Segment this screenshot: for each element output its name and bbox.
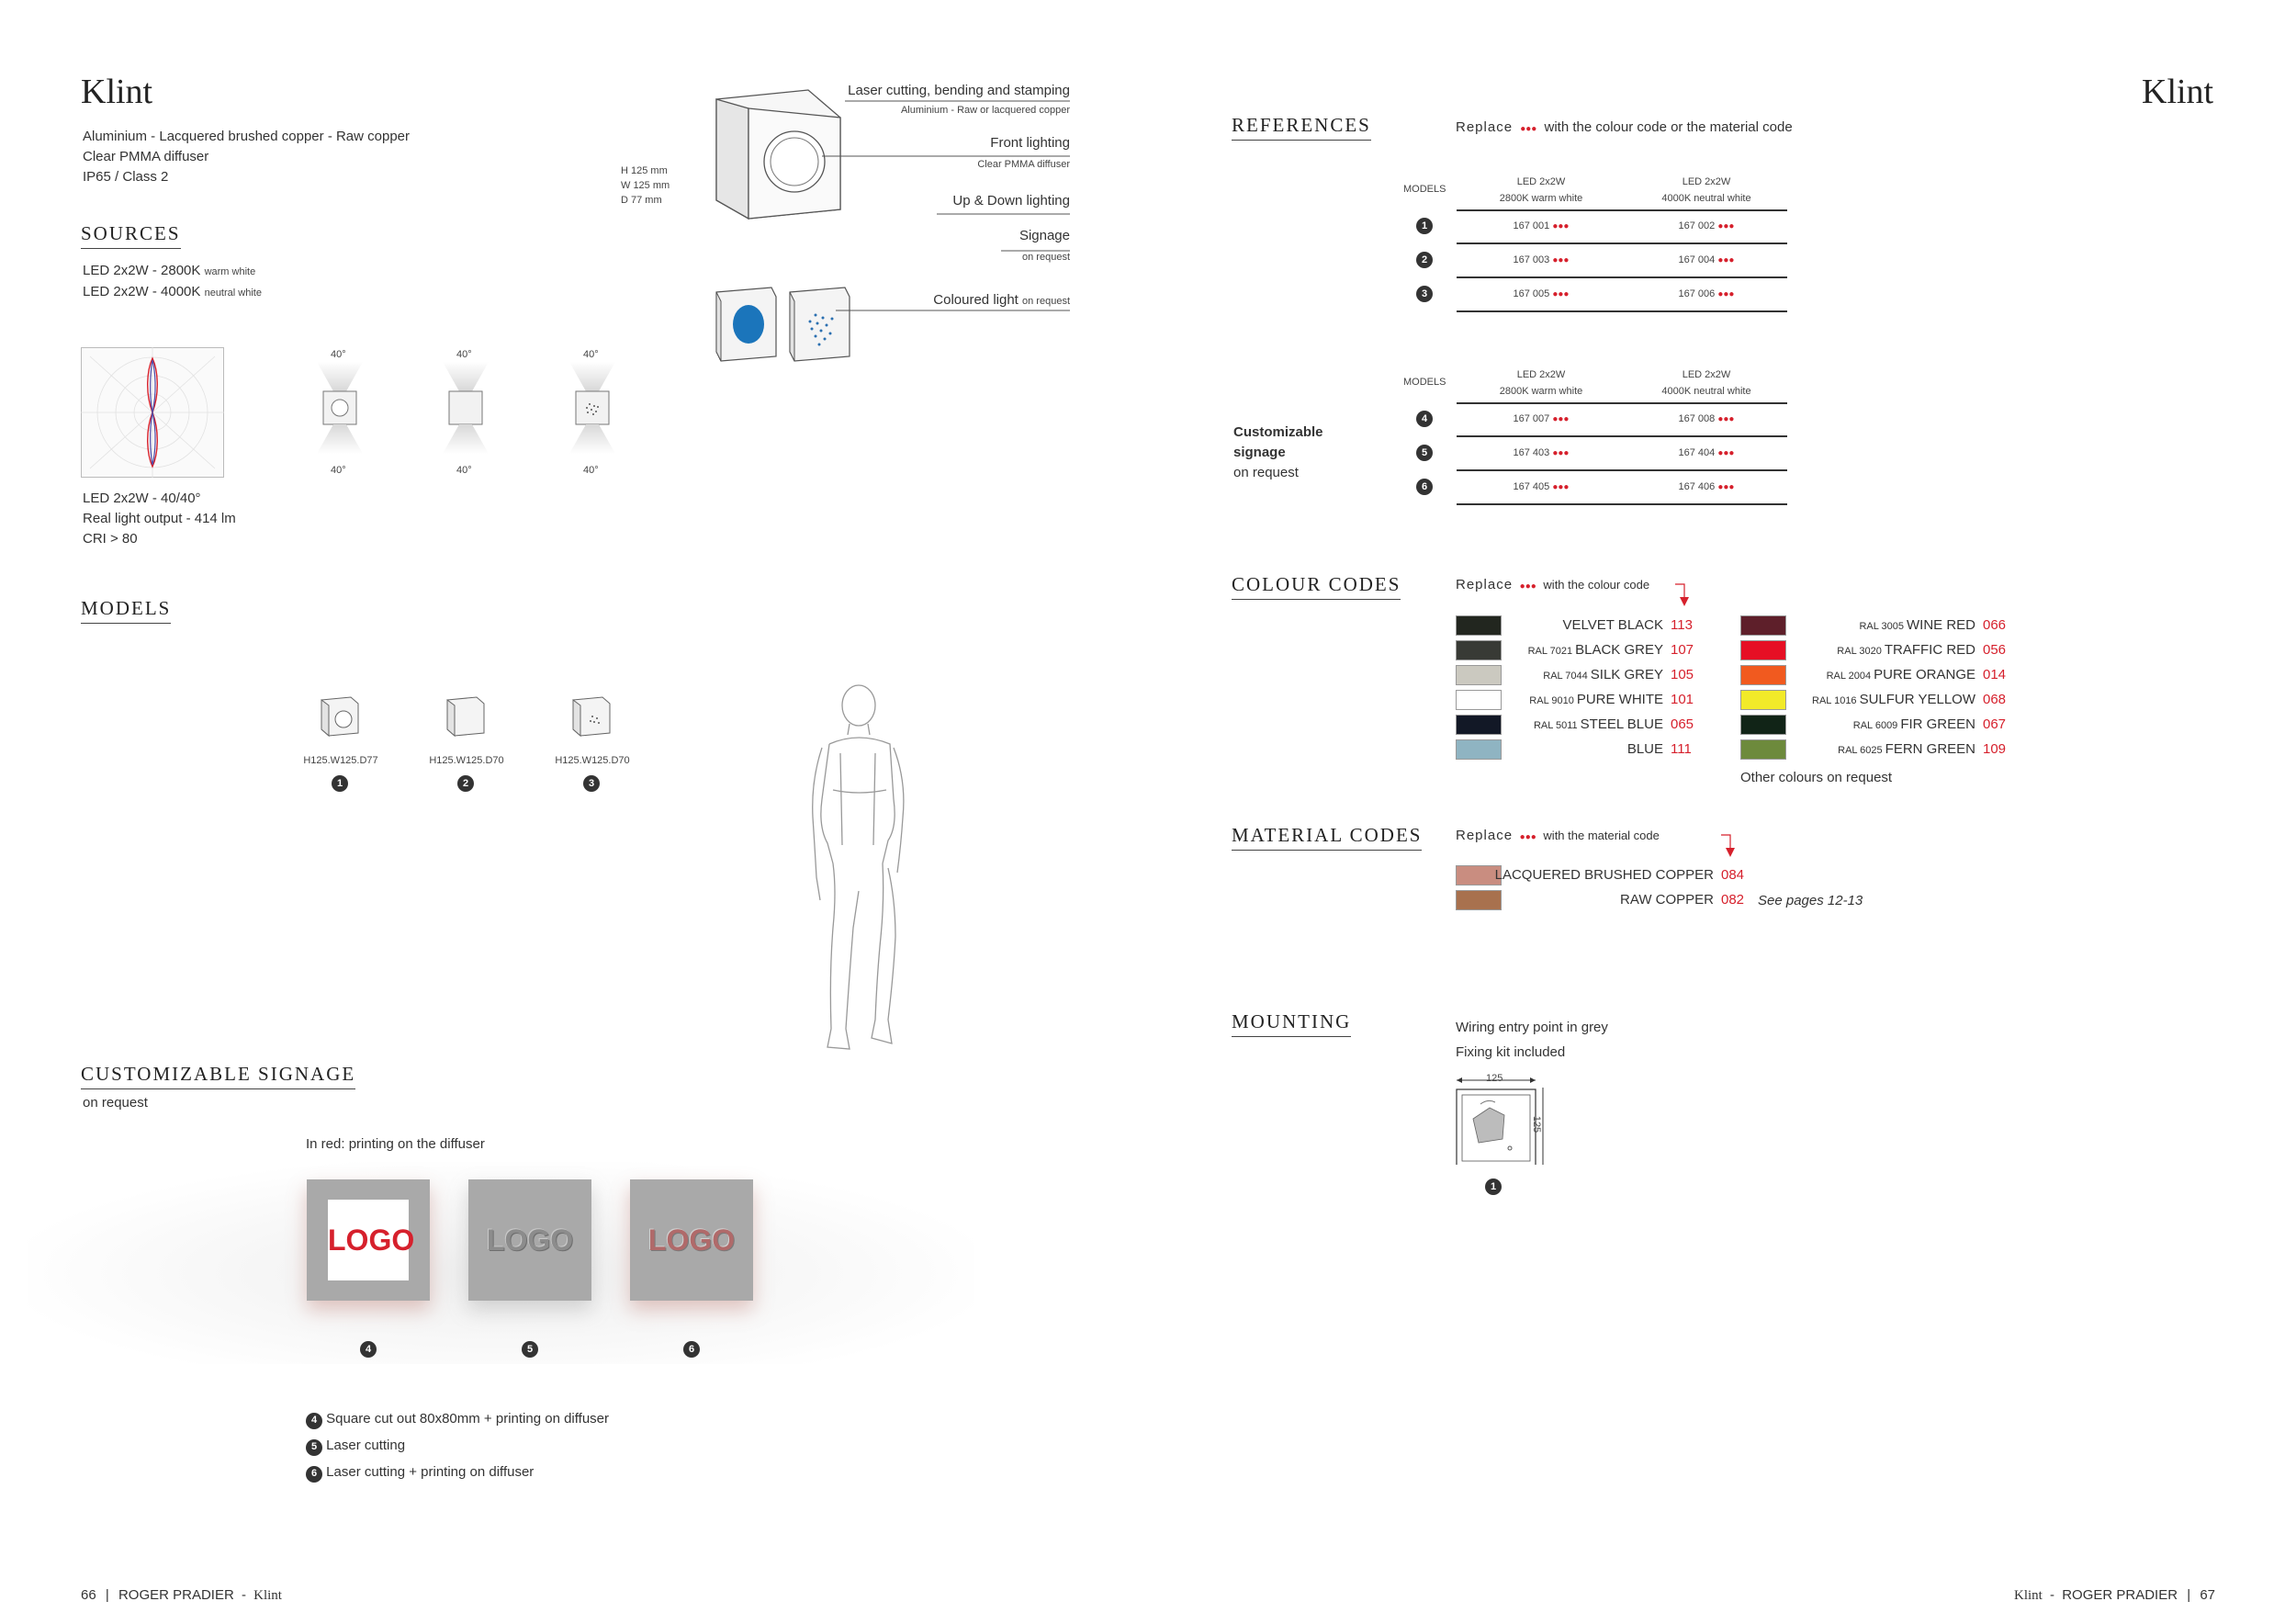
logo-laser-print: LOGO (647, 1224, 736, 1257)
colour-row (1456, 715, 1694, 735)
colour-name: FIR GREEN (1900, 716, 1975, 732)
table-rule (1457, 435, 1787, 437)
list-number: 6 (306, 1466, 322, 1483)
colour-label (1827, 667, 2007, 682)
ref-code: 167 406 ●●● (1678, 481, 1735, 492)
callout-front-sub: Clear PMMA diffuser (977, 159, 1070, 170)
model-2-number: 2 (457, 775, 474, 792)
beam-angle-top: 40° (456, 349, 472, 360)
colour-swatch (1456, 890, 1502, 910)
page-number: 66 (81, 1587, 96, 1603)
ref-code: 167 004 ●●● (1678, 254, 1735, 265)
ref-code: 167 002 ●●● (1678, 220, 1735, 231)
colour-row (1740, 715, 2007, 735)
colour-code: 014 (1983, 667, 2007, 682)
references-note (1456, 118, 1793, 140)
signage-heading: CUSTOMIZABLE SIGNAGE (81, 1063, 355, 1089)
colour-name: STEEL BLUE (1580, 716, 1663, 732)
source-main: LED 2x2W - 4000K (83, 284, 201, 299)
beam-angle-top: 40° (331, 349, 346, 360)
colour-row (1740, 640, 2007, 660)
logo-red: LOGO (328, 1224, 415, 1257)
colour-swatch (1456, 715, 1502, 735)
ref-code: 167 007 ●●● (1513, 413, 1570, 424)
ref-code: 167 001 ●●● (1513, 220, 1570, 231)
colour-swatch (1456, 665, 1502, 685)
other-colours: Other colours on request (1740, 770, 1893, 785)
colour-row (1456, 890, 1745, 910)
replace-word: Replace (1456, 119, 1514, 135)
colour-code: 066 (1983, 617, 2007, 633)
colour-name: SULFUR YELLOW (1859, 692, 1975, 707)
callout-coloured-main: Coloured light (933, 292, 1019, 308)
callout-signage-sub: on request (1022, 252, 1070, 263)
signage-model-5 (468, 1179, 591, 1301)
colour-code: 084 (1721, 867, 1745, 883)
colour-name: SILK GREY (1590, 667, 1663, 682)
colour-swatch (1456, 615, 1502, 636)
colour-row (1456, 690, 1694, 710)
footer-brand: ROGER PRADIER (118, 1587, 234, 1603)
see-pages: See pages 12-13 (1758, 893, 1863, 908)
ral-code: RAL 6025 (1838, 745, 1883, 756)
list-text: Laser cutting (326, 1438, 406, 1453)
material-note: Replace ●●● with the material code (1456, 828, 1660, 843)
colour-name: TRAFFIC RED (1884, 642, 1975, 658)
colour-code: 101 (1671, 692, 1694, 707)
colour-code: 068 (1983, 692, 2007, 707)
colour-name: WINE RED (1907, 617, 1975, 633)
ral-code: RAL 1016 (1812, 695, 1857, 706)
col1-b: 2800K warm white (1499, 193, 1583, 204)
col2-a: LED 2x2W (1682, 176, 1731, 187)
callout-signage: Signage (1019, 228, 1070, 243)
colour-row (1456, 865, 1745, 885)
ref-code: 167 006 ●●● (1678, 288, 1735, 299)
models-label: MODELS (1403, 184, 1446, 195)
mount-dim-width: 125 (1486, 1073, 1503, 1084)
beam-angle-top: 40° (583, 349, 599, 360)
beam-angle-bottom: 40° (331, 465, 346, 476)
mounting-line: Fixing kit included (1456, 1044, 1566, 1060)
colour-code: 111 (1671, 741, 1692, 757)
custom-label-b: signage (1233, 445, 1286, 460)
table-rule (1457, 242, 1787, 244)
ref-number: 1 (1416, 218, 1433, 234)
signage-list-item (306, 1459, 609, 1485)
callout-coloured (933, 290, 1070, 311)
colour-name: PURE ORANGE (1874, 667, 1975, 682)
colour-code: 113 (1671, 617, 1693, 633)
colour-swatch (1740, 665, 1786, 685)
colour-codes-heading: COLOUR CODES (1232, 573, 1401, 600)
ref-code: 167 008 ●●● (1678, 413, 1735, 424)
spec-line: Clear PMMA diffuser (83, 149, 209, 164)
mounting-heading: MOUNTING (1232, 1010, 1351, 1037)
colour-code: 067 (1983, 716, 2007, 732)
colour-label (1534, 716, 1694, 732)
colour-label (1543, 667, 1694, 682)
source-main: LED 2x2W - 2800K (83, 263, 201, 278)
ral-code: RAL 3005 (1859, 621, 1904, 632)
colour-label (1838, 741, 2007, 757)
table-rule (1457, 310, 1787, 312)
mounting-drawing (1453, 1073, 1563, 1165)
ral-code: RAL 7021 (1527, 646, 1573, 657)
models-heading: MODELS (81, 597, 171, 624)
light-info-line: LED 2x2W - 40/40° (83, 491, 201, 506)
model-3-drawing (569, 694, 615, 739)
ref-code: 167 005 ●●● (1513, 288, 1570, 299)
colour-name: FERN GREEN (1885, 741, 1975, 757)
ral-code: RAL 3020 (1837, 646, 1882, 657)
ref-number: 2 (1416, 252, 1433, 268)
signage-model-6 (630, 1179, 753, 1301)
custom-label-a: Customizable (1233, 424, 1323, 440)
light-info-line: CRI > 80 (83, 531, 138, 547)
col1-b: 2800K warm white (1499, 386, 1583, 397)
table-rule (1457, 469, 1787, 471)
signage-list (306, 1405, 609, 1485)
spec-line: Aluminium - Lacquered brushed copper - Raw copper (83, 129, 411, 144)
ral-code: RAL 6009 (1852, 720, 1898, 731)
colour-row (1456, 665, 1694, 685)
colour-swatch (1456, 690, 1502, 710)
custom-label-c: on request (1233, 465, 1299, 480)
colour-row (1740, 739, 2007, 760)
ref-number: 4 (1416, 411, 1433, 427)
table-rule (1457, 209, 1787, 211)
colour-swatch (1456, 640, 1502, 660)
col2-b: 4000K neutral white (1661, 193, 1751, 204)
model-2-dims: H125.W125.D70 (429, 755, 504, 766)
spec-line: IP65 / Class 2 (83, 169, 169, 185)
colour-label (1853, 716, 2007, 732)
colour-name: BLUE (1626, 741, 1663, 757)
source-item (83, 261, 262, 282)
callout-front: Front lighting (990, 135, 1070, 151)
colour-swatch (1740, 640, 1786, 660)
model-1-drawing (318, 694, 364, 739)
colour-swatch (1740, 615, 1786, 636)
list-number: 5 (306, 1439, 322, 1456)
custom-signage-label (1233, 423, 1323, 483)
ref-number: 3 (1416, 286, 1433, 302)
material-codes-heading: MATERIAL CODES (1232, 824, 1422, 851)
source-sub: warm white (204, 266, 256, 277)
beam-angle-bottom: 40° (583, 465, 599, 476)
light-info-line: Real light output - 414 lm (83, 511, 236, 526)
models-row (292, 694, 630, 805)
dim-w: W 125 mm (621, 180, 670, 191)
ref-number: 6 (1416, 479, 1433, 495)
colour-row (1456, 615, 1694, 636)
list-text: Square cut out 80x80mm + printing on diffuser (326, 1411, 609, 1427)
dim-h: H 125 mm (621, 165, 668, 176)
colour-swatch (1740, 690, 1786, 710)
col2-a: LED 2x2W (1682, 369, 1731, 380)
model-3-dims: H125.W125.D70 (555, 755, 630, 766)
signage-number-6: 6 (683, 1341, 700, 1358)
page-title-right: Klint (2142, 73, 2214, 111)
signage-model-4 (307, 1179, 430, 1301)
mount-number: 1 (1485, 1179, 1502, 1195)
colour-row (1740, 615, 2007, 636)
signage-number-4: 4 (360, 1341, 377, 1358)
colour-row (1456, 640, 1694, 660)
colour-label (1560, 617, 1695, 633)
table-rule (1457, 402, 1787, 404)
mounting-line: Wiring entry point in grey (1456, 1020, 1608, 1035)
colour-label (1859, 617, 2007, 633)
footer-left: 66 | ROGER PRADIER - Klint (81, 1587, 282, 1603)
specs (83, 127, 410, 187)
source-sub: neutral white (204, 288, 262, 299)
colour-swatch (1740, 715, 1786, 735)
footer-sep: - (241, 1587, 246, 1603)
model-2-drawing (444, 694, 490, 739)
footer-sep: - (2050, 1587, 2055, 1603)
references-heading: REFERENCES (1232, 114, 1371, 141)
footer-brand: ROGER PRADIER (2062, 1587, 2178, 1603)
colour-name: VELVET BLACK (1562, 617, 1663, 633)
colour-row (1456, 739, 1694, 760)
model-1-number: 1 (332, 775, 348, 792)
ref-code: 167 403 ●●● (1513, 447, 1570, 458)
col1-a: LED 2x2W (1516, 369, 1566, 380)
arrow-down-icon (1673, 582, 1690, 608)
product-drawing (707, 81, 1102, 366)
mount-dim-height: 125 (1531, 1115, 1543, 1133)
human-scale-figure (785, 680, 932, 1056)
col2-b: 4000K neutral white (1661, 386, 1751, 397)
ref-code: 167 003 ●●● (1513, 254, 1570, 265)
colour-label (1492, 867, 1745, 883)
colour-row (1740, 665, 2007, 685)
footer-name: Klint (2014, 1588, 2043, 1603)
ral-code: RAL 9010 (1529, 695, 1574, 706)
mounting-text (1456, 1015, 1608, 1065)
signage-sub: on request (83, 1095, 148, 1111)
colour-label (1529, 692, 1694, 707)
table-rule (1457, 276, 1787, 278)
colour-swatch (1740, 739, 1786, 760)
model-1-dims: H125.W125.D77 (303, 755, 378, 766)
logo-laser: LOGO (486, 1224, 574, 1257)
dimensions (621, 164, 670, 208)
colour-code: 056 (1983, 642, 2007, 658)
sources-heading: SOURCES (81, 222, 181, 249)
colour-code: 107 (1671, 642, 1694, 658)
colour-row (1740, 690, 2007, 710)
colour-name: BLACK GREY (1575, 642, 1663, 658)
colour-label (1837, 642, 2007, 658)
colour-label (1528, 642, 1694, 658)
ral-code: RAL 2004 (1826, 671, 1872, 682)
list-number: 4 (306, 1413, 322, 1429)
colour-label (1812, 692, 2007, 707)
red-dots: ●●● (1520, 124, 1537, 134)
callout-updown: Up & Down lighting (952, 193, 1070, 209)
note-text: with the colour code or the material code (1544, 119, 1793, 135)
colour-swatch (1456, 739, 1502, 760)
page-number: 67 (2200, 1587, 2215, 1603)
page-title-left: Klint (81, 73, 153, 111)
colour-name: LACQUERED BRUSHED COPPER (1494, 867, 1714, 883)
ref-code: 167 405 ●●● (1513, 481, 1570, 492)
callout-laser: Laser cutting, bending and stamping (848, 83, 1070, 98)
callout-laser-sub: Aluminium - Raw or lacquered copper (900, 105, 1070, 116)
colour-label (1617, 892, 1745, 908)
arrow-down-icon (1719, 833, 1736, 859)
list-text: Laser cutting + printing on diffuser (326, 1464, 535, 1480)
signage-note: In red: printing on the diffuser (306, 1136, 485, 1152)
beam-icons (317, 347, 684, 485)
colour-code: 065 (1671, 716, 1694, 732)
colour-code: 109 (1983, 741, 2007, 757)
photometric-diagram (81, 347, 224, 478)
colour-label (1625, 741, 1694, 757)
dim-d: D 77 mm (621, 195, 662, 206)
callout-coloured-sub: on request (1022, 296, 1070, 307)
table-rule (1457, 503, 1787, 505)
sources-list (83, 261, 262, 303)
colour-note: Replace ●●● with the colour code (1456, 577, 1650, 592)
col1-a: LED 2x2W (1516, 176, 1566, 187)
colour-code: 105 (1671, 667, 1694, 682)
signage-list-item (306, 1432, 609, 1459)
colour-code: 082 (1721, 892, 1745, 908)
footer-right: Klint - ROGER PRADIER | 67 (2014, 1587, 2215, 1603)
models-label: MODELS (1403, 377, 1446, 388)
model-3-number: 3 (583, 775, 600, 792)
ref-code: 167 404 ●●● (1678, 447, 1735, 458)
colour-name: PURE WHITE (1576, 692, 1663, 707)
source-item (83, 282, 262, 303)
signage-number-5: 5 (522, 1341, 538, 1358)
ral-code: RAL 7044 (1543, 671, 1588, 682)
light-info (83, 489, 236, 549)
ral-code: RAL 5011 (1533, 720, 1578, 731)
footer-name: Klint (253, 1588, 282, 1603)
colour-name: RAW COPPER (1620, 892, 1714, 908)
signage-list-item (306, 1405, 609, 1432)
ref-number: 5 (1416, 445, 1433, 461)
beam-angle-bottom: 40° (456, 465, 472, 476)
